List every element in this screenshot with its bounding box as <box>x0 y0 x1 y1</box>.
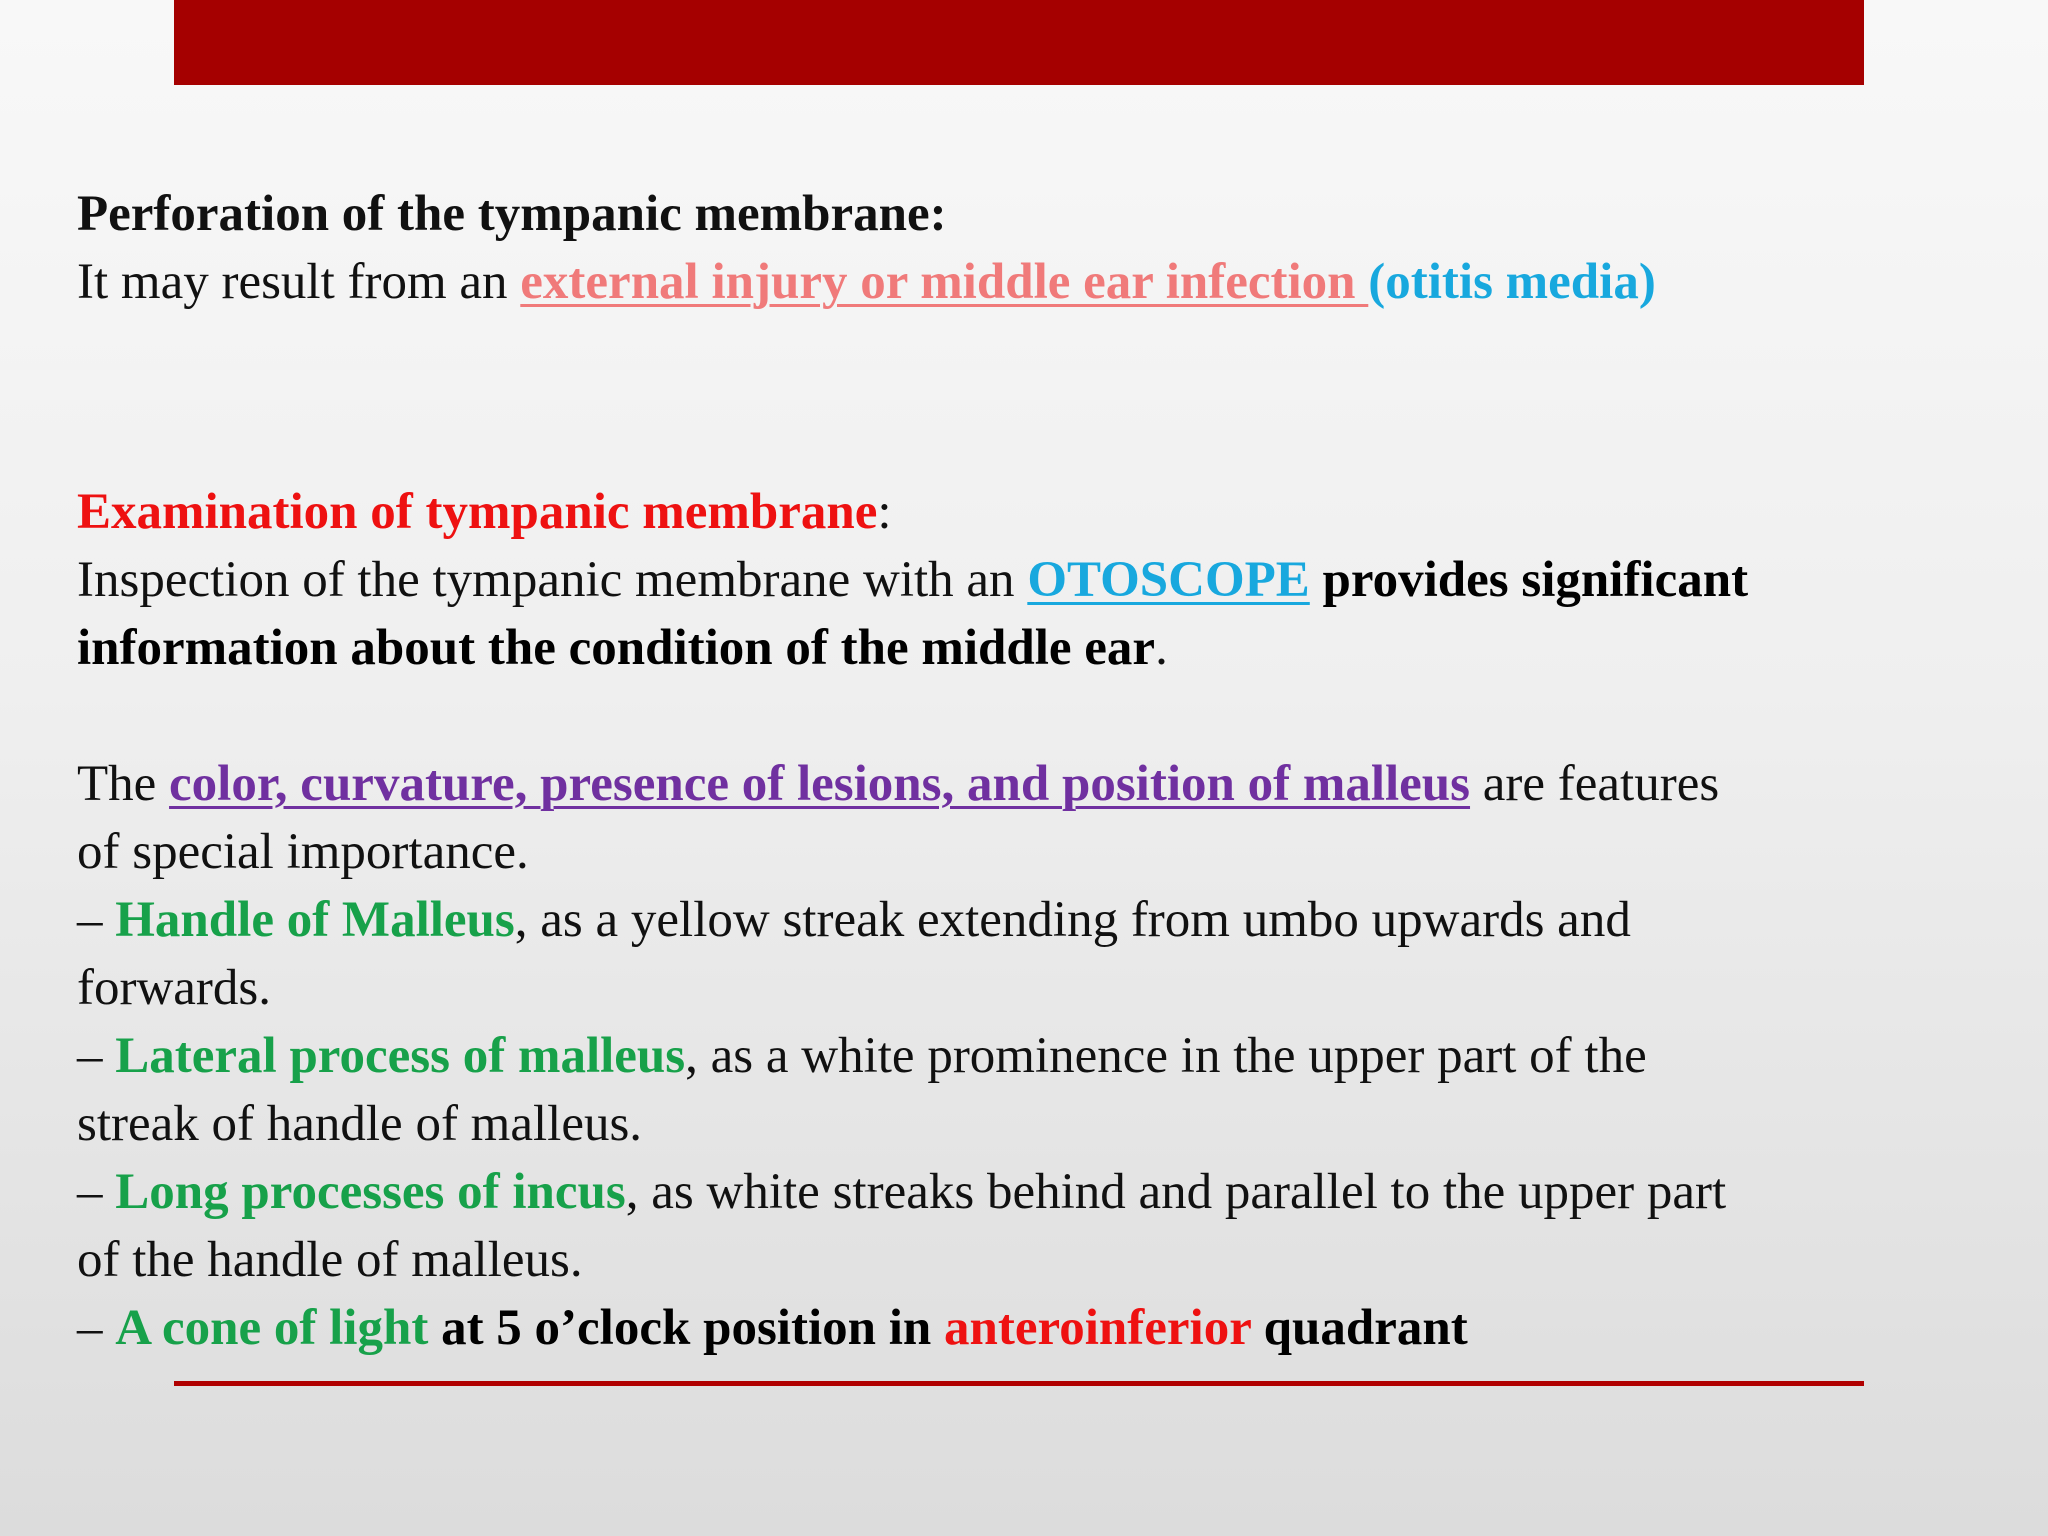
features-suffix: are features <box>1470 756 1720 812</box>
information-period: . <box>1155 620 1168 676</box>
list-item-cone-of-light <box>77 1294 1997 1362</box>
information-text: information about the condition of the middle ear <box>77 620 1156 676</box>
cause-link[interactable]: external injury or middle ear infection <box>520 254 1369 310</box>
otoscope-link[interactable]: OTOSCOPE <box>1027 552 1310 608</box>
list-item-incus-line-1 <box>77 1158 1997 1226</box>
quadrant-text: quadrant <box>1250 1300 1468 1356</box>
perforation-cause <box>77 248 1997 316</box>
slide-content <box>77 180 1997 1362</box>
lateral-description: , as a white prominence in the upper part of the <box>685 1028 1647 1084</box>
inspection-prefix: Inspection of the tympanic membrane with an <box>77 552 1028 608</box>
list-item-handle-line-2 <box>77 954 1997 1022</box>
list-item-lateral-line-1 <box>77 1022 1997 1090</box>
list-item-incus-line-2 <box>77 1226 1997 1294</box>
list-dash: – <box>77 1164 116 1220</box>
incus-description: , as white streaks behind and parallel to the upper part <box>625 1164 1727 1220</box>
paragraph-gap <box>77 682 1997 750</box>
list-item-handle-line-1 <box>77 886 1997 954</box>
provides-text: provides significant <box>1309 552 1749 608</box>
perforation-heading <box>77 180 1997 248</box>
examination-heading-text: Examination of tympanic membrane <box>77 484 878 540</box>
examination-heading <box>77 478 1997 546</box>
features-line-2 <box>77 818 1997 886</box>
handle-description-continued: forwards. <box>77 960 272 1016</box>
cause-prefix: It may result from an <box>77 254 521 310</box>
information-line <box>77 614 1997 682</box>
list-dash: – <box>77 1300 116 1356</box>
anteroinferior-term: anteroinferior <box>944 1300 1251 1356</box>
handle-description: , as a yellow streak extending from umbo upwards and <box>514 892 1631 948</box>
handle-of-malleus-term: Handle of Malleus <box>115 892 515 948</box>
cone-position-text: at 5 o’clock position in <box>428 1300 945 1356</box>
features-continuation: of special importance. <box>77 824 529 880</box>
features-link[interactable]: color, curvature, presence of lesions, and position of malleus <box>169 756 1471 812</box>
inspection-line <box>77 546 1997 614</box>
long-processes-term: Long processes of incus <box>115 1164 626 1220</box>
perforation-heading-text: Perforation of the tympanic membrane: <box>77 186 947 242</box>
list-dash: – <box>77 892 116 948</box>
otitis-media-label: (otitis media) <box>1368 254 1656 310</box>
lateral-description-continued: streak of handle of malleus. <box>77 1096 643 1152</box>
lateral-process-term: Lateral process of malleus <box>115 1028 686 1084</box>
cone-of-light-term: A cone of light <box>115 1300 429 1356</box>
list-dash: – <box>77 1028 116 1084</box>
list-item-lateral-line-2 <box>77 1090 1997 1158</box>
features-line <box>77 750 1997 818</box>
examination-heading-colon: : <box>877 484 892 540</box>
top-banner <box>174 0 1864 85</box>
bottom-divider <box>174 1381 1864 1386</box>
features-prefix: The <box>77 756 170 812</box>
section-gap <box>77 316 1997 478</box>
incus-description-continued: of the handle of malleus. <box>77 1232 583 1288</box>
